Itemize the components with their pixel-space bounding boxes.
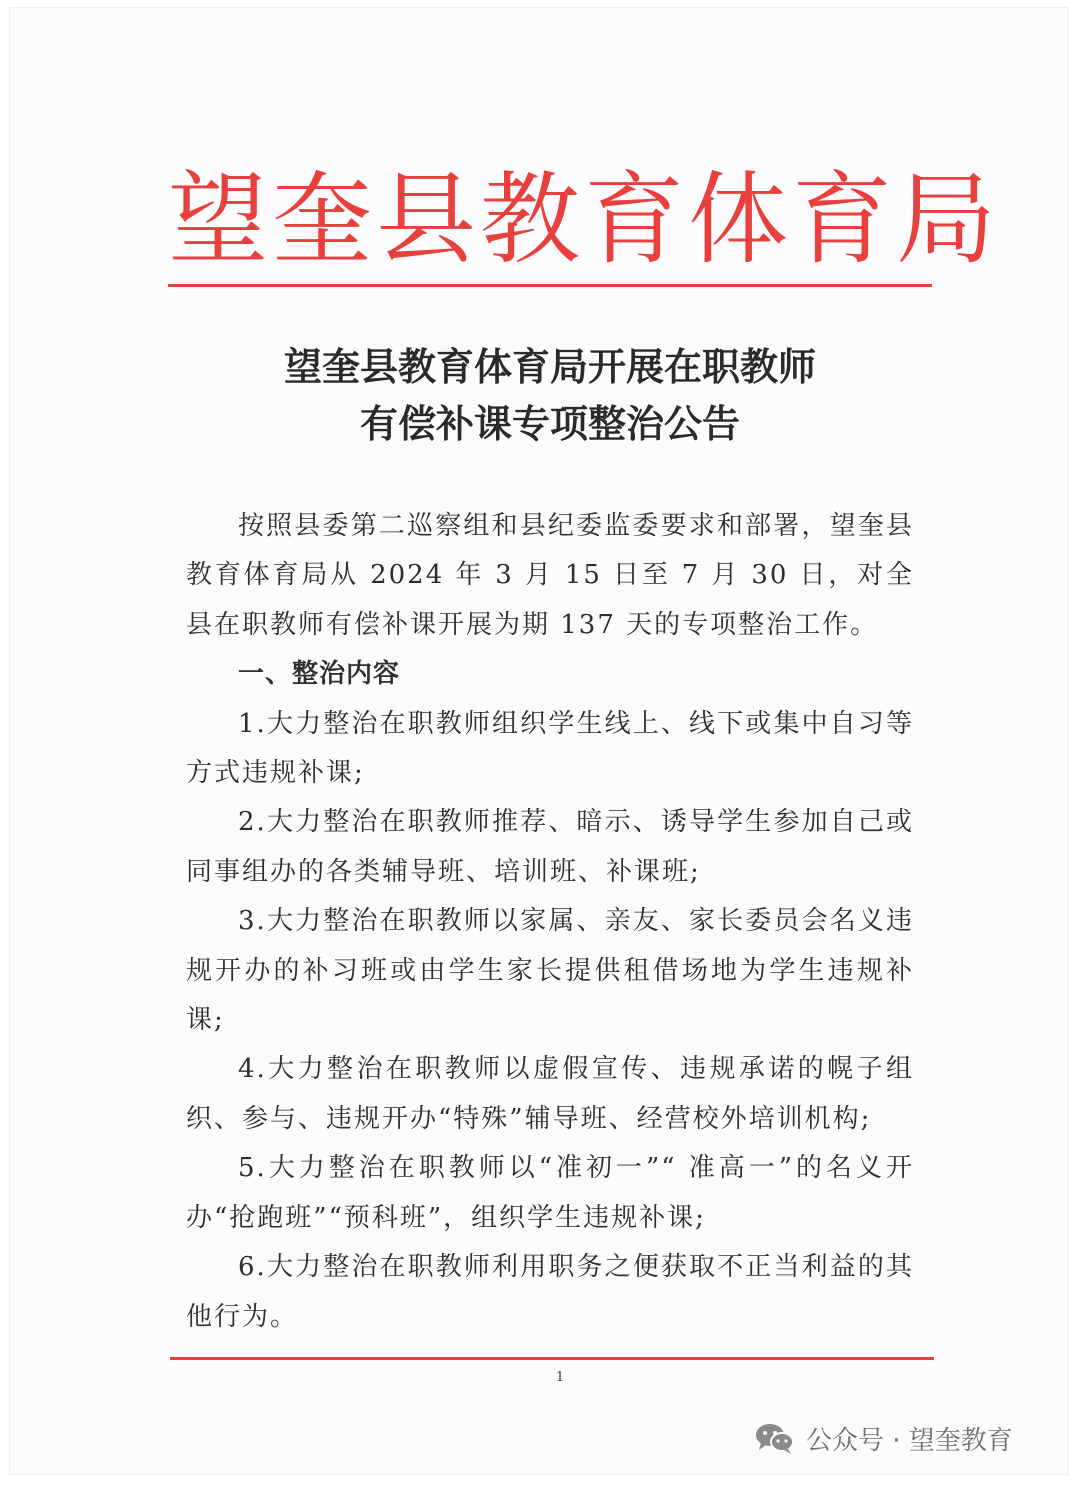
document-body	[186, 502, 914, 1342]
list-item: 6.大力整治在职教师利用职务之便获取不正当利益的其他行为。	[186, 1252, 914, 1332]
intro-paragraph: 按照县委第二巡察组和县纪委监委要求和部署，望奎县教育体育局从 2024 年 3 月 15 日至 7 月 30 日，对全县在职教师有偿补课开展为期 137 天的专项整治工作。	[186, 511, 914, 640]
list-item: 4.大力整治在职教师以虚假宣传、违规承诺的幌子组织、参与、违规开办“特殊”辅导班、经营校外培训机构;	[186, 1054, 914, 1134]
document-title-line-2: 有偿补课专项整治公告	[359, 401, 740, 446]
document-title-line-1: 望奎县教育体育局开展在职教师	[283, 344, 816, 389]
list-item: 3.大力整治在职教师以家属、亲友、家长委员会名义违规开办的补习班或由学生家长提供租借场地为学生违规补课;	[186, 906, 914, 1036]
document-title	[168, 338, 932, 452]
footer-red-rule	[170, 1357, 934, 1360]
wechat-watermark	[754, 1416, 1013, 1460]
list-item: 1.大力整治在职教师组织学生线上、线下或集中自习等方式违规补课;	[186, 708, 914, 789]
masthead-title: 望奎县教育体育局	[168, 161, 1000, 278]
section-heading: 一、整治内容	[238, 659, 401, 690]
page-number: 1	[555, 1370, 565, 1385]
list-item: 5.大力整治在职教师以“准初一”“ 准高一”的名义开办“抢跑班”“预科班”，组织学生违规补课;	[186, 1153, 914, 1233]
watermark-text: 公众号 · 望奎教育	[806, 1425, 1013, 1456]
masthead-red-rule	[168, 284, 932, 287]
wechat-icon	[754, 1421, 796, 1455]
list-item: 2.大力整治在职教师推荐、暗示、诱导学生参加自己或同事组办的各类辅导班、培训班、补课班;	[186, 807, 914, 887]
